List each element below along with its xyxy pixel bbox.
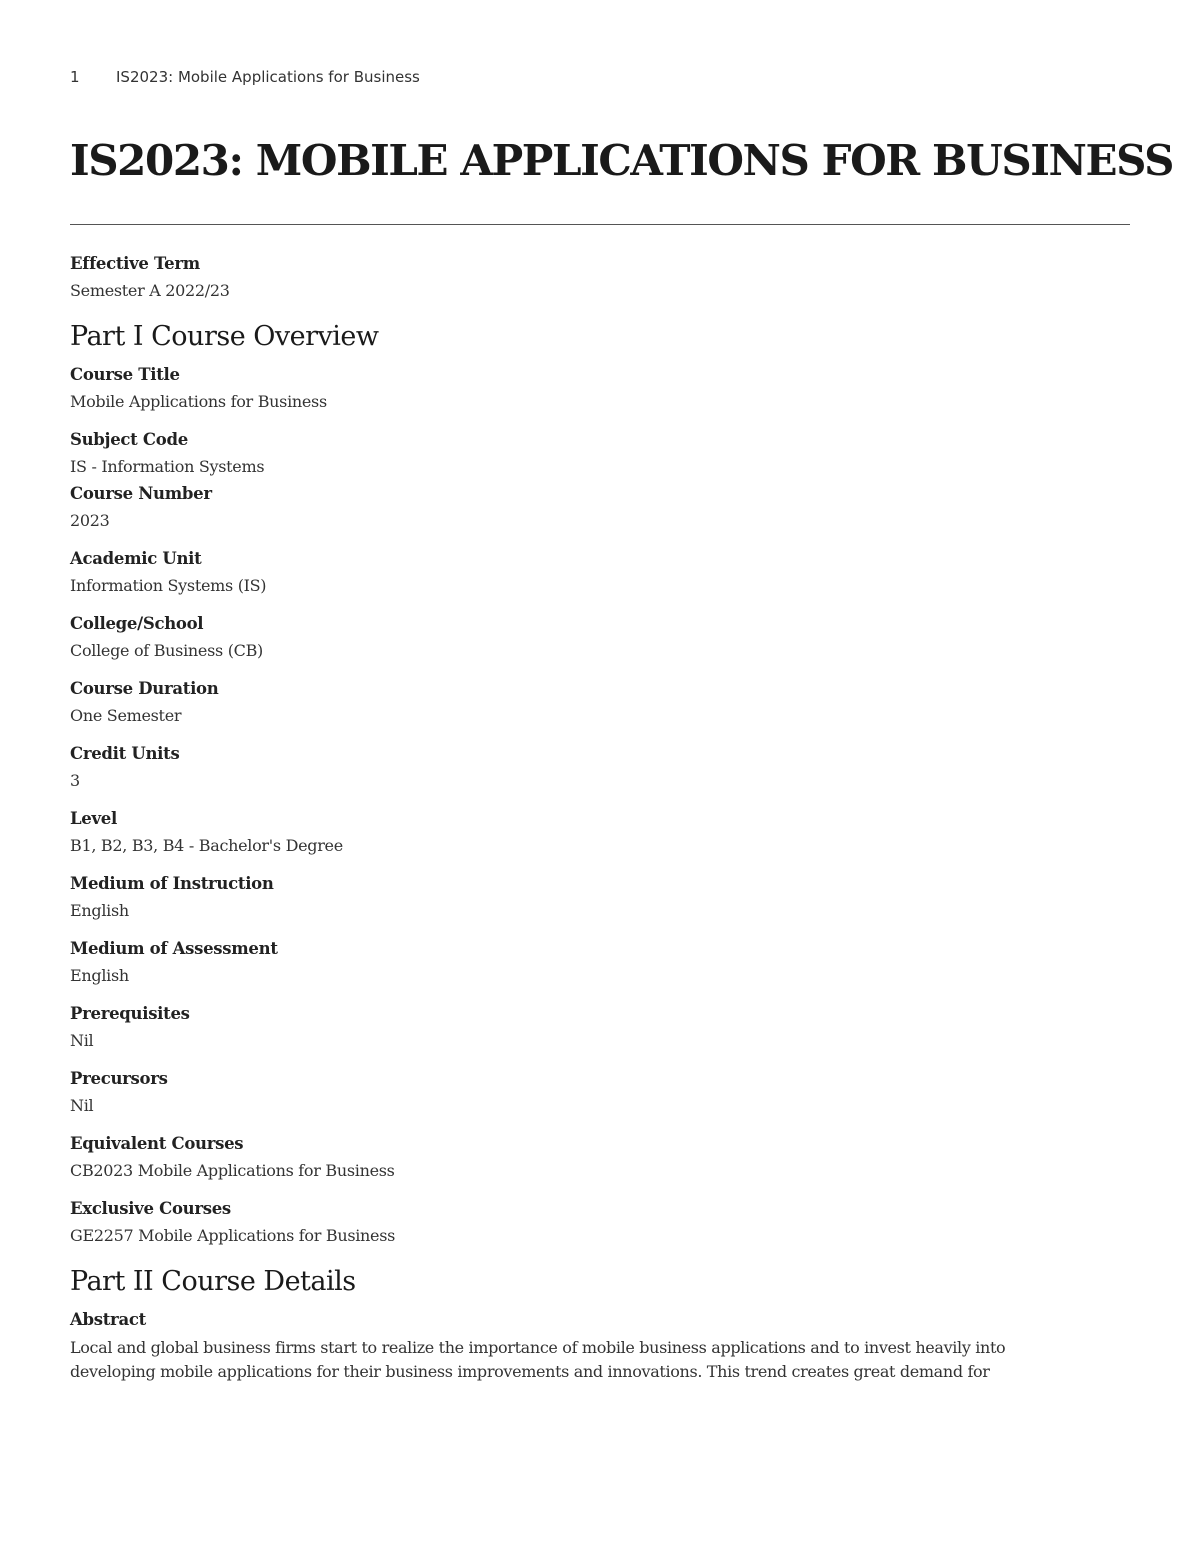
field-medium-of-assessment (70, 937, 1130, 991)
effective-term-field (70, 252, 1130, 306)
field-prerequisites (70, 1002, 1130, 1056)
field-value: Nil (70, 1096, 94, 1115)
abstract-text (70, 1336, 1130, 1384)
field-equivalent-courses (70, 1132, 1130, 1186)
field-value: CB2023 Mobile Applications for Business (70, 1161, 395, 1180)
field-value: IS - Information Systems (70, 457, 265, 476)
field-label-effective-term: Effective Term (70, 254, 200, 273)
field-precursors (70, 1067, 1130, 1121)
field-subject-code (70, 428, 1130, 482)
field-value: 3 (70, 771, 80, 790)
field-value: College of Business (CB) (70, 641, 263, 660)
field-abstract (70, 1308, 1130, 1384)
field-label: Course Title (70, 365, 180, 384)
field-college-school (70, 612, 1130, 666)
field-label: Exclusive Courses (70, 1199, 231, 1218)
field-value-effective-term: Semester A 2022/23 (70, 281, 230, 300)
section-heading-part-1: Part I Course Overview (70, 321, 379, 352)
running-header (70, 68, 420, 86)
field-label: Equivalent Courses (70, 1134, 244, 1153)
field-label: Level (70, 809, 117, 828)
field-label: Subject Code (70, 430, 188, 449)
page-title: IS2023: MOBILE APPLICATIONS FOR BUSINESS (70, 136, 1174, 185)
field-exclusive-courses (70, 1197, 1130, 1251)
field-value: Mobile Applications for Business (70, 392, 327, 411)
field-label: Medium of Instruction (70, 874, 274, 893)
field-label: Medium of Assessment (70, 939, 278, 958)
field-label-abstract: Abstract (70, 1310, 146, 1329)
field-value: One Semester (70, 706, 182, 725)
field-label: College/School (70, 614, 204, 633)
field-value: B1, B2, B3, B4 - Bachelor's Degree (70, 836, 343, 855)
field-value: GE2257 Mobile Applications for Business (70, 1226, 396, 1245)
title-divider (70, 224, 1130, 225)
field-course-title (70, 363, 1130, 417)
abstract-line: developing mobile applications for their business improvements and innovations. This trend creates great demand for (70, 1362, 990, 1381)
field-value: English (70, 966, 129, 985)
field-credit-units (70, 742, 1130, 796)
page-number: 1 (70, 68, 80, 86)
document-content (70, 252, 1130, 1384)
field-label: Precursors (70, 1069, 168, 1088)
field-label: Credit Units (70, 744, 180, 763)
field-value: English (70, 901, 129, 920)
field-academic-unit (70, 547, 1130, 601)
section-heading-part-2: Part II Course Details (70, 1266, 356, 1297)
abstract-line: Local and global business firms start to realize the importance of mobile business applications and to invest heavily into (70, 1338, 1006, 1357)
field-course-number (70, 482, 1130, 536)
field-label: Prerequisites (70, 1004, 190, 1023)
field-course-duration (70, 677, 1130, 731)
field-medium-of-instruction (70, 872, 1130, 926)
field-value: 2023 (70, 511, 110, 530)
field-value: Information Systems (IS) (70, 576, 267, 595)
field-level (70, 807, 1130, 861)
field-label: Course Number (70, 484, 212, 503)
field-label: Academic Unit (70, 549, 202, 568)
running-title: IS2023: Mobile Applications for Business (116, 68, 420, 86)
field-value: Nil (70, 1031, 94, 1050)
field-label: Course Duration (70, 679, 219, 698)
